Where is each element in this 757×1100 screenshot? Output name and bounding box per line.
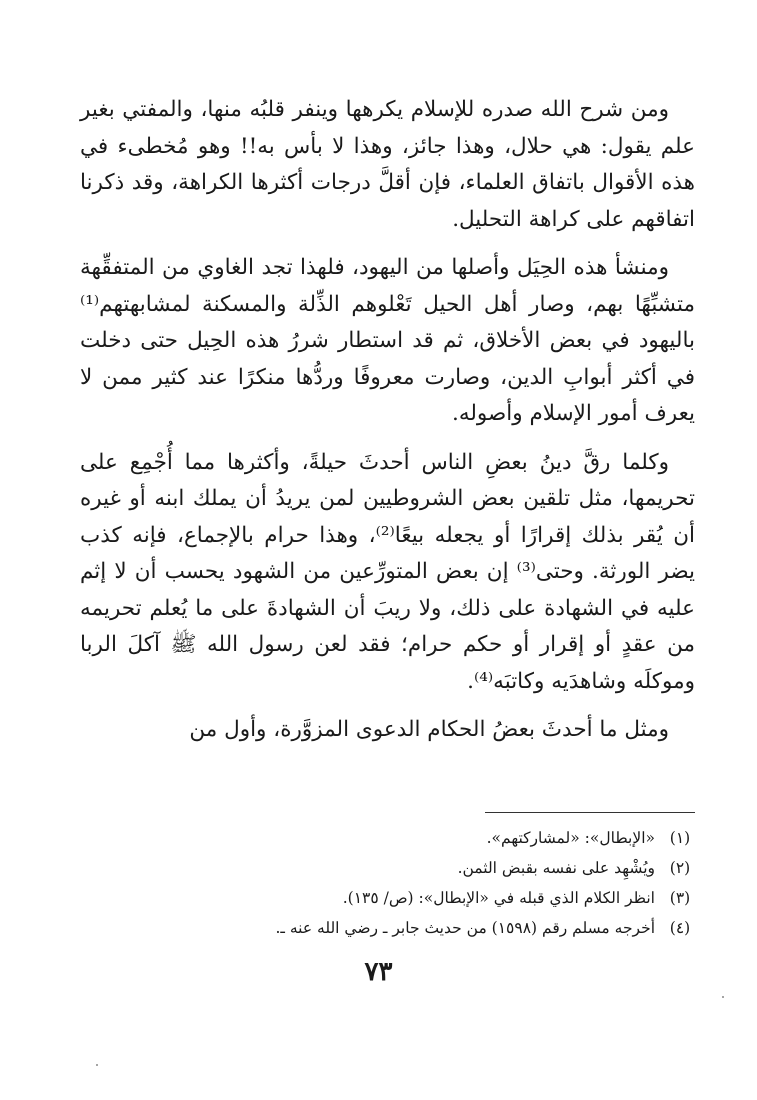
paragraph-2: ومنشأ هذه الحِيَل وأصلها من اليهود، فلهذا تجد الغاوي من المتفقِّهة متشبِّهًا بهم، وصار أهل الحيل تَعْلوهم الذِّلة والمسكنة لمشابهتهم⁽¹⁾ باليهود في بعض الأخلاق، ثم قد استطار شررُ هذه الحِيل حتى دخلت في أكثر أبوابِ الدين، وصارت معروفًا وردُّها منكرًا عند كثير ممن لا يعرف أمور الإسلام وأصوله. [80,255,695,426]
page-number: ٧٣ [364,957,393,987]
footnote-number: (١) [669,829,691,847]
footnote-number: (٤) [669,919,691,937]
footnote-number: (٢) [669,859,691,877]
paragraph-1: ومن شرح الله صدره للإسلام يكرهها وينفر قلبُه منها، والمفتي بغير علم يقول: هي حلال، وهذا جائز، وهذا لا بأس به!! وهو مُخطىء في هذه الأقوال باتفاق العلماء، فإن أقلَّ درجات أكثرها الكراهة، وقد ذكرنا اتفاقهم على كراهة التحليل. [80,97,695,232]
footnote-text: «الإبطال»: «لمشاركتهم». [486,829,655,847]
footnote-4 [80,913,695,943]
footnote-3 [80,883,695,913]
footnote-text: ويُشْهِد على نفسه بقبض الثمن. [457,859,655,877]
footnote-text: أخرجه مسلم رقم (١٥٩٨) من حديث جابر ـ رضي الله عنه ـ. [275,919,655,937]
footnote-number: (٣) [669,889,691,907]
main-text [80,92,695,761]
scan-speck [96,1064,98,1066]
footnote-separator [485,812,695,813]
paragraph-3: وكلما رقَّ دينُ بعضِ الناس أحدثَ حيلةً، وأكثرها مما أُجْمِع على تحريمها، مثل تلقين بعض الشروطيين لمن يريدُ أن يملك ابنه أو غيره أن يُقر بذلك إقرارًا أو يجعله بيعًا⁽²⁾، وهذا حرام بالإجماع، فإنه كذب يضر الورثة. وحتى⁽³⁾ إن بعض المتورِّعين من الشهود يحسب أن لا إثم عليه في الشهادة على ذلك، ولا ريبَ أن الشهادةَ على ما يُعلم تحريمه من عقدٍ أو إقرار أو حكم حرام؛ فقد لعن رسول الله ﷺ آكلَ الربا وموكلَه وشاهدَيه وكاتبَه⁽⁴⁾. [80,449,695,694]
scan-speck [722,996,724,998]
footnote-text: انظر الكلام الذي قبله في «الإبطال»: (ص/ ١٣٥). [342,889,655,907]
paragraph-4: ومثل ما أحدثَ بعضُ الحكام الدعوى المزوَّرة، وأول من [189,717,669,742]
footnotes [80,823,695,943]
footnote-2 [80,853,695,883]
footnote-1 [80,823,695,853]
